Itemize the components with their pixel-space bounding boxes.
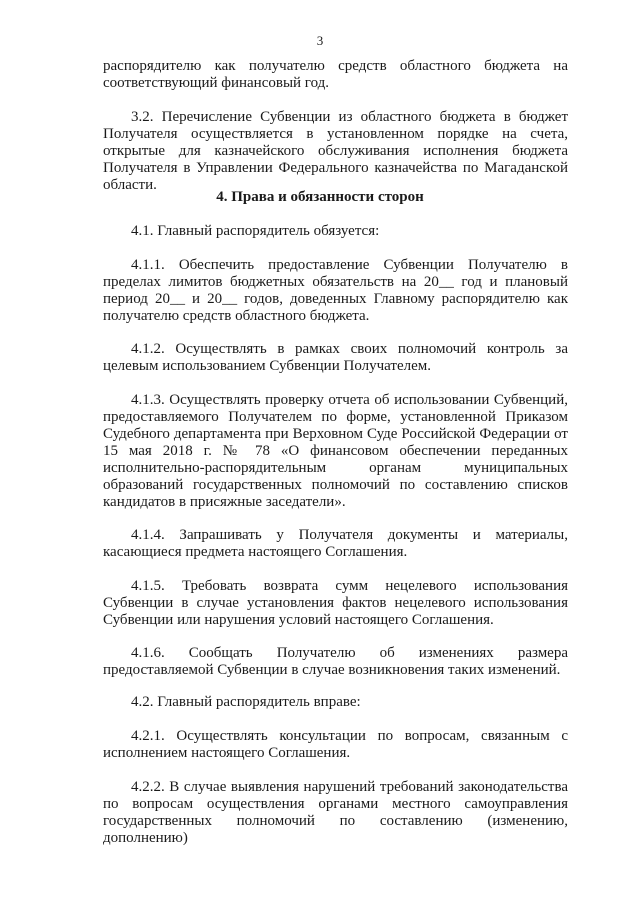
paragraph-4-2: 4.2. Главный распорядитель вправе: [131,694,361,710]
page-number: 3 [316,33,324,48]
paragraph-3-2: 3.2. Перечисление Субвенции из областного бюджета в бюджет Получателя осуществляется в установленном порядке на счета, открытые для казначейского обслуживания исполнения бюджета Получателя в Управлении Федерального казначейства по Магаданской области. [103,109,568,193]
paragraph-4-2-2: 4.2.2. В случае выявления нарушений требований законодательства по вопросам осуществления органами местного самоуправления государственных полномочий по составлению (изменению, дополнению) [103,779,568,846]
paragraph-continuation: распорядителю как получателю средств областного бюджета на соответствующий финансовый год. [103,58,568,91]
paragraph-4-1-1: 4.1.1. Обеспечить предоставление Субвенции Получателю в пределах лимитов бюджетных обязательств на 20__ год и плановый период 20__ и 20__ годов, доведенных Главному распорядителю как получателю средств областного бюджета. [103,257,568,324]
paragraph-4-1-3: 4.1.3. Осуществлять проверку отчета об использовании Субвенций, предоставляемого Получателем по форме, установленной Приказом Судебного департамента при Верховном Суде Российской Федерации от 15 мая 2018 г. № 78 «О финансовом обеспечении переданных исполнительно-распорядительным органам муниципальных образований государственных полномочий по составлению списков кандидатов в присяжные заседатели». [103,392,568,510]
paragraph-4-1-6: 4.1.6. Сообщать Получателю об изменениях размера предоставляемой Субвенции в случае возникновения таких изменений. [103,645,568,678]
section-heading: 4. Права и обязанности сторон [216,189,424,205]
paragraph-4-1-5: 4.1.5. Требовать возврата сумм нецелевого использования Субвенции в случае установления фактов нецелевого использования Субвенции или нарушения условий настоящего Соглашения. [103,578,568,628]
paragraph-4-1-4: 4.1.4. Запрашивать у Получателя документы и материалы, касающиеся предмета настоящего Соглашения. [103,527,568,560]
paragraph-4-2-1: 4.2.1. Осуществлять консультации по вопросам, связанным с исполнением настоящего Соглашения. [103,728,568,761]
paragraph-4-1: 4.1. Главный распорядитель обязуется: [131,223,380,239]
paragraph-4-1-2: 4.1.2. Осуществлять в рамках своих полномочий контроль за целевым использованием Субвенции Получателем. [103,341,568,374]
